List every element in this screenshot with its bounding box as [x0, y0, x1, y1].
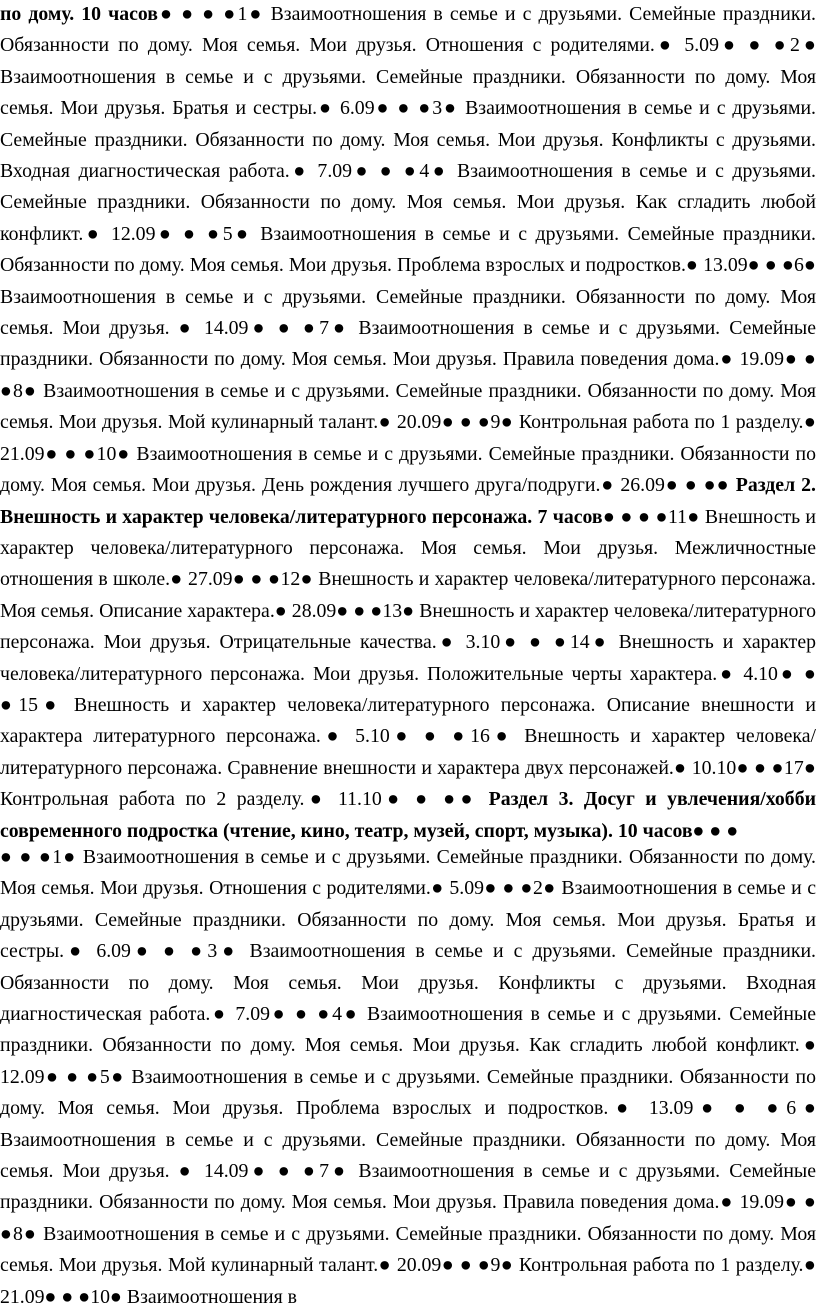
section-2-lessons-text: ● ● ● ●11● Внешность и характер человека/литературного персонажа. Моя семья. Мои друзья. Межличностные отношения в школе.● 27.09● ● ●12● Внешность и характер человека/литературного персонажа. Моя семья. Описание характера.● 28.09● ● ●13● Внешность и характер человека/литературного персонажа. Мои друзья. Отрицательные качества.● 3.10● ● ●14● Внешность и характер человека/литературного персонажа. Мои друзья. Положительные черты характера.● 4.10● ● ●15● Внешность и характер человека/литературного персонажа. Описание внешности и характера литературного персонажа.● 5.10● ● ●16● Внешность и характер человека/литературного персонажа. Сравнение внешности и характера двух персонажей.● 10.10● ● ●17● Контрольная работа по 2 разделу.● 11.10● ● ●● [0, 505, 816, 811]
section-1-tail-heading: по дому. 10 часов [0, 3, 158, 25]
section-3-heading: Раздел 3. Досуг и увлечения/хобби современного подростка (чтение, кино, театр, музей, спорт, музыка). 10 часов [0, 788, 816, 842]
paragraph-2 [0, 842, 816, 1313]
repeated-lessons-text: ● ● ●1● Взаимоотношения в семье и с друзьями. Семейные праздники. Обязанности по дому. Моя семья. Мои друзья. Отношения с родителями.● 5.09● ● ●2● Взаимоотношения в семье и с друзьями. Семейные праздники. Обязанности по дому. Моя семья. Мои друзья. Братья и сестры.● 6.09● ● ●3● Взаимоотношения в семье и с друзьями. Семейные праздники. Обязанности по дому. Моя семья. Мои друзья. Конфликты с друзьями. Входная диагностическая работа.● 7.09● ● ●4● Взаимоотношения в семье и с друзьями. Семейные праздники. Обязанности по дому. Моя семья. Мои друзья. Как сгладить любой конфликт.● 12.09● ● ●5● Взаимоотношения в семье и с друзьями. Семейные праздники. Обязанности по дому. Моя семья. Мои друзья. Проблема взрослых и подростков.● 13.09● ● ●6● Взаимоотношения в семье и с друзьями. Семейные праздники. Обязанности по дому. Моя семья. Мои друзья. ● 14.09● ● ●7● Взаимоотношения в семье и с друзьями. Семейные праздники. Обязанности по дому. Моя семья. Мои друзья. Правила поведения дома.● 19.09● ● ●8● Взаимоотношения в семье и с друзьями. Семейные праздники. Обязанности по дому. Моя семья. Мои друзья. Мой кулинарный талант.● 20.09● ● ●9● Контрольная работа по 1 разделу.● 21.09● ● ●10● Взаимоотношения в [0, 846, 816, 1308]
section-2-heading: Раздел 2. Внешность и характер человека/литературного персонажа. 7 часов [0, 474, 816, 528]
section-3-trailing-bullets: ● ● ● [692, 819, 739, 842]
section-1-lessons-text: ● ● ● ●1● Взаимоотношения в семье и с друзьями. Семейные праздники. Обязанности по дому. Моя семья. Мои друзья. Отношения с родителями.● 5.09● ● ●2● Взаимоотношения в семье и с друзьями. Семейные праздники. Обязанности по дому. Моя семья. Мои друзья. Братья и сестры.● 6.09● ● ●3● Взаимоотношения в семье и с друзьями. Семейные праздники. Обязанности по дому. Моя семья. Мои друзья. Конфликты с друзьями. Входная диагностическая работа.● 7.09● ● ●4● Взаимоотношения в семье и с друзьями. Семейные праздники. Обязанности по дому. Моя семья. Мои друзья. Как сгладить любой конфликт.● 12.09● ● ●5● Взаимоотношения в семье и с друзьями. Семейные праздники. Обязанности по дому. Моя семья. Мои друзья. Проблема взрослых и подростков.● 13.09● ● ●6● Взаимоотношения в семье и с друзьями. Семейные праздники. Обязанности по дому. Моя семья. Мои друзья. ● 14.09● ● ●7● Взаимоотношения в семье и с друзьями. Семейные праздники. Обязанности по дому. Моя семья. Мои друзья. Правила поведения дома.● 19.09● ● ●8● Взаимоотношения в семье и с друзьями. Семейные праздники. Обязанности по дому. Моя семья. Мои друзья. Мой кулинарный талант.● 20.09● ● ●9● Контрольная работа по 1 разделу.● 21.09● ● ●10● Взаимоотношения в семье и с друзьями. Семейные праздники. Обязанности по дому. Моя семья. Мои друзья. День рождения лучшего друга/подруги.● 26.09● ● ●● [0, 3, 816, 497]
